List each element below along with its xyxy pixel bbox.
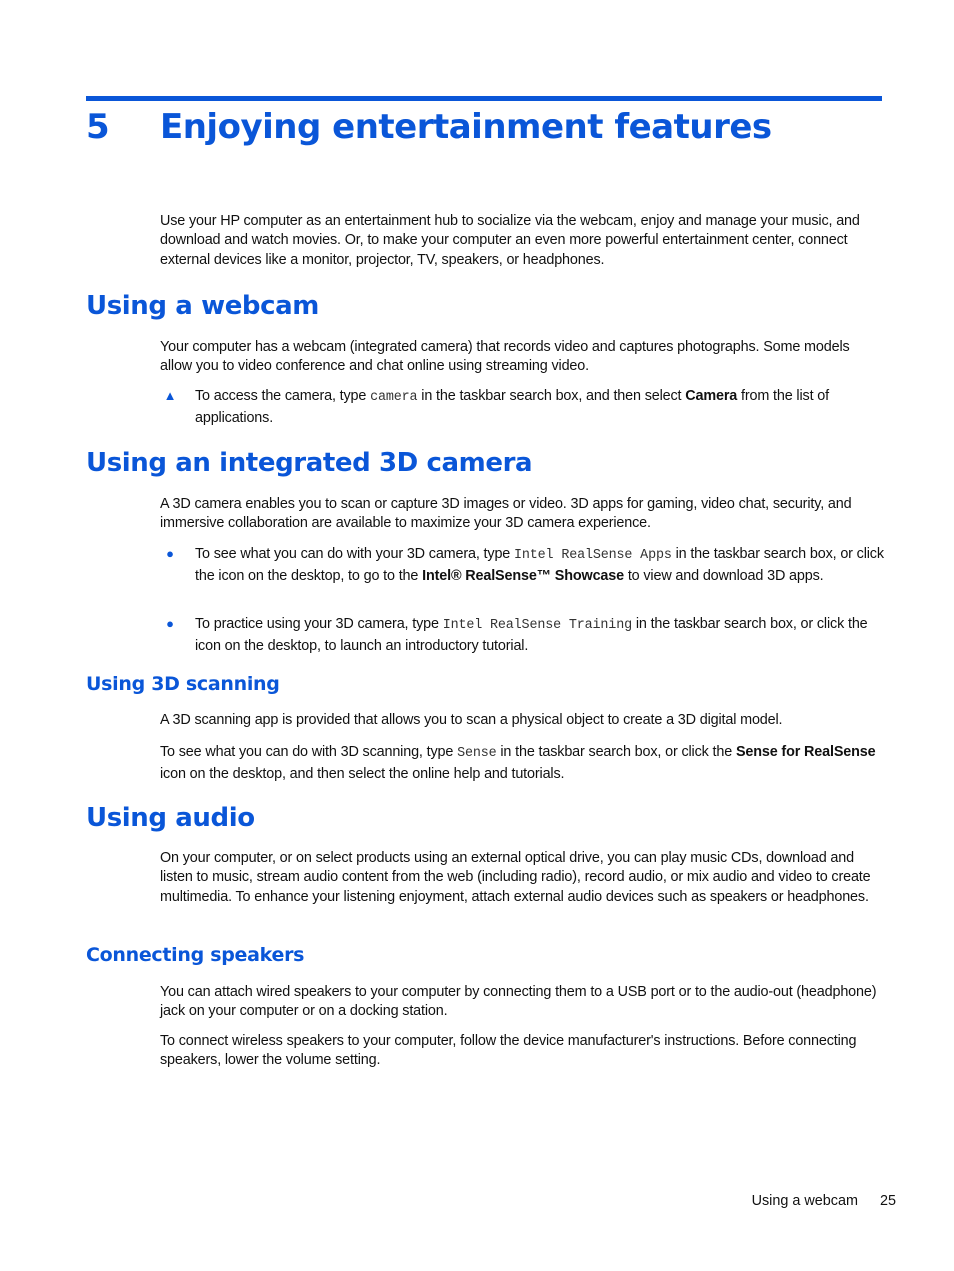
subsection-heading-3d-scanning: Using 3D scanning bbox=[86, 673, 280, 695]
footer-section: Using a webcam bbox=[751, 1193, 858, 1209]
section-heading-webcam: Using a webcam bbox=[86, 291, 319, 321]
3d-camera-bullet-text: To see what you can do with your 3D camera, type Intel RealSense Apps in the taskbar search box, or click the icon on the desktop, to go to the Intel® RealSense™ Showcase to view and download 3D apps. bbox=[195, 546, 884, 584]
inline-code: camera bbox=[370, 390, 418, 405]
speakers-paragraph: To connect wireless speakers to your computer, follow the device manufacturer's instructions. Before connecting speakers, lower the volume setting. bbox=[160, 1033, 857, 1069]
bold-term: Intel® RealSense™ Showcase bbox=[422, 568, 624, 584]
3d-scanning-paragraph: A 3D scanning app is provided that allows you to scan a physical object to create a 3D digital model. bbox=[160, 712, 783, 728]
3d-camera-paragraph: A 3D camera enables you to scan or capture 3D images or video. 3D apps for gaming, video chat, security, and immersive collaboration are available to maximize your 3D camera experience. bbox=[160, 496, 852, 532]
bold-term: Camera bbox=[685, 388, 738, 404]
step-triangle-icon: ▲ bbox=[163, 388, 177, 403]
chapter-title: Enjoying entertainment features bbox=[160, 107, 772, 147]
chapter-rule bbox=[86, 96, 882, 101]
section-heading-3d-camera: Using an integrated 3D camera bbox=[86, 448, 533, 478]
audio-paragraph: On your computer, or on select products using an external optical drive, you can play music CDs, download and listen to music, stream audio content from the web (including radio), record audio, or mix audio and video to create multimedia. To enhance your listening enjoyment, attach external audio devices such as speakers or headphones. bbox=[160, 850, 871, 905]
webcam-step-text: To access the camera, type camera in the taskbar search box, and then select Camera from the list of applications. bbox=[195, 388, 829, 426]
inline-code: Sense bbox=[457, 746, 497, 761]
inline-code: Intel RealSense Apps bbox=[514, 548, 672, 563]
section-heading-audio: Using audio bbox=[86, 803, 255, 833]
intro-paragraph: Use your HP computer as an entertainment hub to socialize via the webcam, enjoy and manage your music, and download and watch movies. Or, to make your computer an even more powerful entertainment center, connect external devices like a monitor, projector, TV, speakers, or headphones. bbox=[160, 213, 860, 268]
chapter-number: 5 bbox=[86, 107, 110, 147]
speakers-paragraph: You can attach wired speakers to your computer by connecting them to a USB port or to the audio-out (headphone) jack on your computer or on a docking station. bbox=[160, 984, 877, 1020]
bullet-icon: ● bbox=[166, 616, 174, 631]
subsection-heading-speakers: Connecting speakers bbox=[86, 944, 305, 966]
inline-code: Intel RealSense Training bbox=[442, 618, 632, 633]
page-number: 25 bbox=[879, 1193, 896, 1209]
bullet-icon: ● bbox=[166, 546, 174, 561]
page-footer bbox=[752, 1193, 896, 1209]
3d-scanning-paragraph: To see what you can do with 3D scanning, type Sense in the taskbar search box, or click the Sense for RealSense icon on the desktop, and then select the online help and tutorials. bbox=[160, 744, 876, 782]
chapter-heading bbox=[86, 107, 772, 147]
webcam-paragraph: Your computer has a webcam (integrated camera) that records video and captures photographs. Some models allow you to video conference and chat online using streaming video. bbox=[160, 339, 850, 375]
3d-camera-bullet-text: To practice using your 3D camera, type Intel RealSense Training in the taskbar search box, or click the icon on the desktop, to launch an introductory tutorial. bbox=[195, 616, 868, 654]
bold-term: Sense for RealSense bbox=[735, 744, 876, 760]
